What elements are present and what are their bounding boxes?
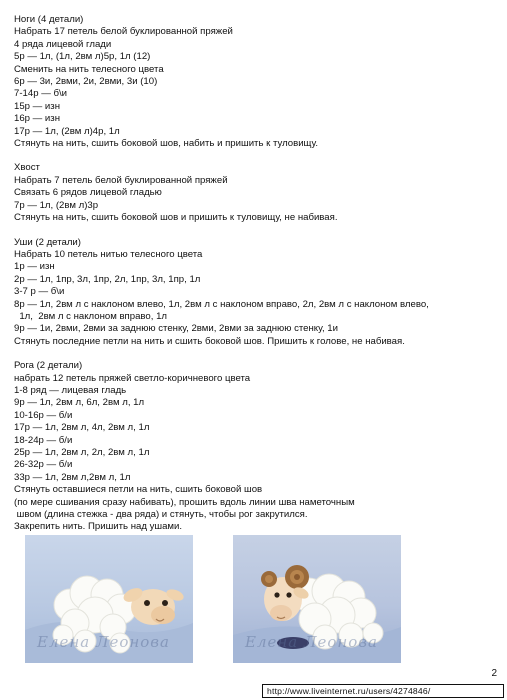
pattern-line: Набрать 10 петель нитью телесного цвета bbox=[14, 248, 203, 260]
pattern-line: 8р — 1л, 2вм л с наклоном влево, 1л, 2вм л с наклоном вправо, 2л, 2вм л с наклоном влево, bbox=[14, 298, 429, 310]
pattern-line: 10-16р — б/и bbox=[14, 409, 73, 421]
pattern-line: Стянуть оставшиеся петли на нить, сшить боковой шов bbox=[14, 484, 263, 496]
pattern-line: 4 ряда лицевой глади bbox=[14, 38, 112, 50]
pattern-line: Набрать 7 петель белой буклированной пряжей bbox=[14, 174, 228, 186]
pattern-line: Стянуть последние петли на нить и сшить боковой шов. Пришить к голове, не набивая. bbox=[14, 335, 405, 347]
pattern-line: 2р — 1л, 1пр, 3л, 1пр, 2л, 1пр, 3л, 1пр, 1л bbox=[14, 273, 201, 285]
pattern-line: 33р — 1л, 2вм л,2вм л, 1л bbox=[14, 471, 131, 483]
pattern-line: набрать 12 петель пряжей светло-коричневого цвета bbox=[14, 372, 251, 384]
pattern-line: швом (длина стежка - два ряда) и стянуть, чтобы рог закрутился. bbox=[14, 509, 308, 521]
section-legs bbox=[14, 14, 494, 150]
pattern-line: 6р — 3и, 2вми, 2и, 2вми, 3и (10) bbox=[14, 76, 158, 88]
pattern-line: 1л, 2вм л с наклоном вправо, 1л bbox=[14, 310, 168, 322]
section-horns bbox=[14, 360, 494, 534]
pattern-text bbox=[14, 14, 494, 546]
pattern-line: 16р — изн bbox=[14, 113, 60, 125]
section-title: Рога (2 детали) bbox=[14, 360, 83, 372]
photo-watermark: Елена Леонова bbox=[37, 633, 170, 651]
pattern-line: (по мере сшивания сразу набивать), прошить вдоль линии шва наметочным bbox=[14, 496, 355, 508]
pattern-line: 9р — 1л, 2вм л, 6л, 2вм л, 1л bbox=[14, 397, 145, 409]
pattern-line: 3-7 р — б\и bbox=[14, 286, 65, 298]
section-title: Хвост bbox=[14, 162, 40, 174]
pattern-line: Стянуть на нить, сшить боковой шов, набить и пришить к туловищу. bbox=[14, 138, 319, 150]
pattern-line: Закрепить нить. Пришить над ушами. bbox=[14, 521, 183, 533]
pattern-line: Связать 6 рядов лицевой гладью bbox=[14, 187, 162, 199]
photo-watermark: Елена Леонова bbox=[245, 633, 378, 651]
pattern-line: 25р — 1л, 2вм л, 2л, 2вм л, 1л bbox=[14, 447, 150, 458]
ram-photo-right bbox=[233, 535, 401, 663]
sheep-photo-left bbox=[25, 535, 193, 663]
pattern-line: 7-14р — б\и bbox=[14, 88, 67, 100]
pattern-line: 5р — 1л, (1л, 2вм л)5р, 1л (12) bbox=[14, 51, 151, 63]
pattern-line: 17р — 1л, 2вм л, 4л, 2вм л, 1л bbox=[14, 422, 150, 434]
pattern-line: 17р — 1л, (2вм л)4р, 1л bbox=[14, 125, 120, 137]
pattern-line: 18-24р — б/и bbox=[14, 434, 73, 446]
pattern-line: 7р — 1л, (2вм л)3р bbox=[14, 199, 99, 211]
pattern-line: Набрать 17 петель белой буклированной пряжей bbox=[14, 26, 233, 38]
pattern-line: 1-8 ряд — лицевая гладь bbox=[14, 384, 127, 396]
source-url[interactable]: http://www.liveinternet.ru/users/4274846/ bbox=[262, 684, 504, 698]
pattern-line: 9р — 1и, 2вми, 2вми за заднюю стенку, 2вми, 2вми за заднюю стенку, 1и bbox=[14, 323, 338, 335]
pattern-line: Сменить на нить телесного цвета bbox=[14, 63, 164, 75]
section-tail bbox=[14, 162, 494, 224]
pattern-line: 15р — изн bbox=[14, 100, 60, 112]
pattern-line: 26-32р — б/и bbox=[14, 459, 73, 471]
section-title: Уши (2 детали) bbox=[14, 236, 81, 248]
pattern-line: 1р — изн bbox=[14, 261, 55, 273]
page-number: 2 bbox=[491, 668, 497, 679]
section-title: Ноги (4 детали) bbox=[14, 14, 84, 25]
section-ears bbox=[14, 237, 494, 349]
pattern-line: Стянуть на нить, сшить боковой шов и пришить к туловищу, не набивая. bbox=[14, 212, 338, 224]
